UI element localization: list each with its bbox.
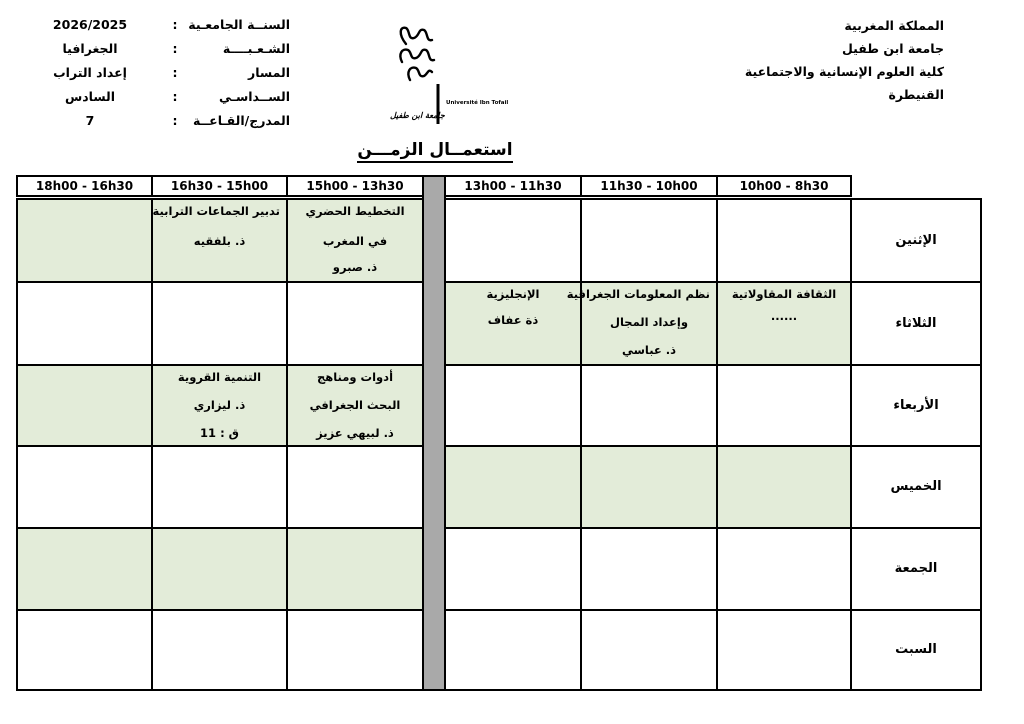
break-separator — [422, 175, 446, 691]
cell-mon-1630 — [16, 198, 153, 283]
city-name: القنيطرة — [888, 87, 944, 102]
cell-mon-1330: التخطيط الحضري في المغرب ذ. صبرو — [286, 198, 424, 283]
cell-tue-1500 — [151, 281, 288, 366]
hall-label: المدرج/القـاعــة — [193, 113, 290, 128]
cell-mon-1130 — [444, 198, 582, 283]
cell-thu-1000 — [580, 445, 718, 529]
cell-thu-1500 — [151, 445, 288, 529]
day-tuesday: الثلاثاء — [850, 281, 982, 366]
branch-label: الشـعـبــــة — [222, 41, 290, 56]
branch-value: الجغرافيا — [62, 41, 118, 56]
cell-tue-1130: الإنجليزية ذة عفاف — [444, 281, 582, 366]
cell-thu-1330 — [286, 445, 424, 529]
day-thursday: الخميس — [850, 445, 982, 529]
day-wednesday: الأربعاء — [850, 364, 982, 447]
cell-thu-1630 — [16, 445, 153, 529]
track-label: المسار — [248, 65, 290, 80]
slot-header-1500: 16h30 - 15h00 — [151, 175, 288, 197]
cell-sat-1500 — [151, 609, 288, 691]
track-value: إعداد التراب — [53, 65, 127, 80]
cell-mon-1500: تدبير الجماعات الترابية ذ. بلفقيه — [151, 198, 288, 283]
cell-tue-0830: الثقافة المقاولاتية ...... — [716, 281, 852, 366]
year-value: 2026/2025 — [52, 17, 128, 32]
kingdom-name: المملكة المغربية — [844, 18, 944, 33]
cell-wed-1630 — [16, 364, 153, 447]
slot-header-1630: 18h00 - 16h30 — [16, 175, 153, 197]
cell-thu-0830 — [716, 445, 852, 529]
slot-header-1130: 13h00 - 11h30 — [444, 175, 582, 197]
cell-fri-1000 — [580, 527, 718, 611]
cell-sat-1330 — [286, 609, 424, 691]
cell-wed-1330: أدوات ومناهج البحث الجغرافي ذ. لبيهي عزيز — [286, 364, 424, 447]
cell-fri-1500 — [151, 527, 288, 611]
semester-label: الســداسـي — [219, 89, 290, 104]
day-saturday: السبت — [850, 609, 982, 691]
cell-fri-1330 — [286, 527, 424, 611]
cell-wed-1130 — [444, 364, 582, 447]
cell-tue-1630 — [16, 281, 153, 366]
cell-sat-1630 — [16, 609, 153, 691]
cell-sat-1130 — [444, 609, 582, 691]
university-name: جامعة ابن طفيل — [841, 41, 944, 56]
slot-header-0830: 10h00 - 8h30 — [716, 175, 852, 197]
cell-wed-0830 — [716, 364, 852, 447]
cell-fri-1630 — [16, 527, 153, 611]
year-label: السنــة الجامعـية — [188, 17, 290, 32]
cell-sat-1000 — [580, 609, 718, 691]
hall-value: 7 — [85, 113, 95, 128]
cell-wed-1500: التنمية القروية ذ. ليزاري ق : 11 — [151, 364, 288, 447]
faculty-name: كلية العلوم الإنسانية والاجتماعية — [744, 64, 944, 79]
logo-arabic-text: جامعة ابن طفيل — [390, 110, 445, 120]
slot-header-1330: 15h00 - 13h30 — [286, 175, 424, 197]
cell-mon-0830 — [716, 198, 852, 283]
cell-mon-1000 — [580, 198, 718, 283]
slot-header-1000: 11h30 - 10h00 — [580, 175, 718, 197]
cell-thu-1130 — [444, 445, 582, 529]
cell-fri-0830 — [716, 527, 852, 611]
cell-tue-1330 — [286, 281, 424, 366]
semester-value: السادس — [64, 89, 116, 104]
cell-sat-0830 — [716, 609, 852, 691]
cell-tue-1000: نظم المعلومات الجغرافية وإعداد المجال ذ. عباسي — [580, 281, 718, 366]
day-friday: الجمعة — [850, 527, 982, 611]
cell-fri-1130 — [444, 527, 582, 611]
page-title: استعمــال الزمـــن — [340, 140, 530, 160]
cell-wed-1000 — [580, 364, 718, 447]
day-monday: الإثنين — [850, 198, 982, 283]
logo-latin-text: Université Ibn Tofail — [446, 100, 509, 106]
